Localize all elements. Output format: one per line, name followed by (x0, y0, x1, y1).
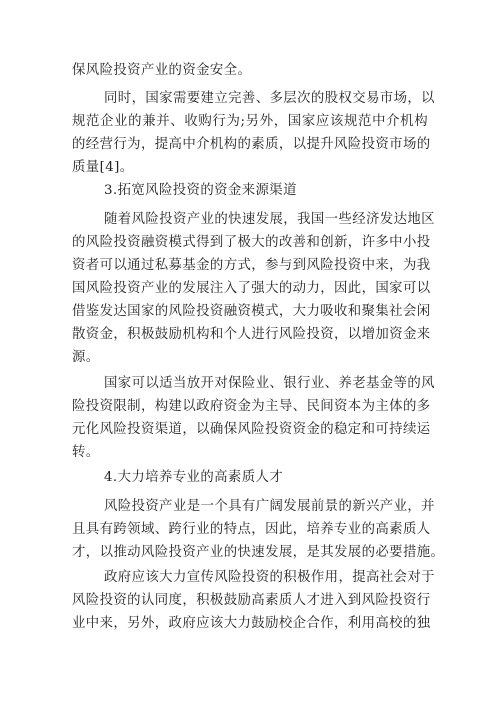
text-line: 国风险投资产业的发展注入了强大的动力，因此，国家可以 (72, 281, 431, 296)
text-line: 政府应该大力宣传风险投资的积极作用，提高社会对于 (104, 570, 435, 585)
text-line: 的风险投资融资模式得到了极大的改善和创新，许多中小投 (72, 235, 431, 250)
text-line: 元化风险投资渠道，以确保风险投资资金的稳定和可持续运 (72, 422, 431, 437)
text-line: 险投资限制，构建以政府资金为主导、民间资本为主体的多 (72, 399, 431, 414)
text-line: 的经营行为，提高中介机构的素质，以提升风险投资市场的 (72, 137, 431, 152)
text-line: 转。 (72, 445, 100, 460)
text-line: 保风险投资产业的资金安全。 (72, 63, 252, 78)
section-heading: 3.拓宽风险投资的资金来源渠道 (104, 183, 297, 198)
text-line: 源。 (72, 350, 100, 365)
text-line: 国家可以适当放开对保险业、银行业、养老基金等的风 (104, 376, 435, 391)
text-line: 质量[4]。 (72, 160, 134, 175)
text-line: 随着风险投资产业的快速发展，我国一些经济发达地区 (104, 212, 435, 227)
text-line: 风险投资产业是一个具有广阔发展前景的新兴产业，并 (104, 499, 435, 514)
text-line: 借鉴发达国家的风险投资融资模式，大力吸收和聚集社会闲 (72, 304, 431, 319)
text-line: 才，以推动风险投资产业的快速发展，是其发展的必要措施。 (72, 545, 445, 560)
text-line: 规范企业的兼并、收购行为;另外，国家应该规范中介机构 (72, 114, 428, 129)
text-line: 风险投资的认同度，积极鼓励高素质人才进入到风险投资行 (72, 593, 431, 608)
section-heading: 4.大力培养专业的高素质人才 (104, 470, 284, 485)
text-line: 业中来，另外，政府应该大力鼓励校企合作，利用高校的独 (72, 616, 431, 631)
text-line: 资者可以通过私募基金的方式，参与到风险投资中来，为我 (72, 258, 431, 273)
text-line: 散资金，积极鼓励机构和个人进行风险投资，以增加资金来 (72, 327, 431, 342)
text-line: 同时，国家需要建立完善、多层次的股权交易市场，以 (104, 91, 435, 106)
text-line: 且具有跨领域、跨行业的特点，因此，培养专业的高素质人 (72, 522, 431, 537)
